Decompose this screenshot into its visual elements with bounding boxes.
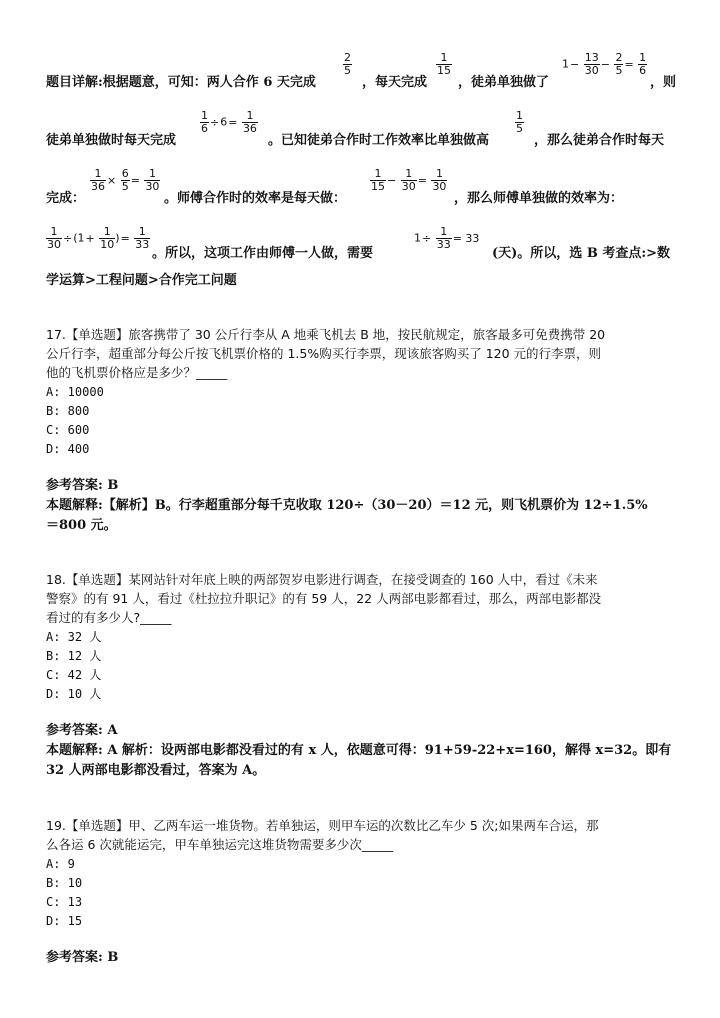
den: 15 xyxy=(371,180,385,193)
text: 学运算>工程问题>合作完工问题 xyxy=(46,273,237,288)
solution-line-2 xyxy=(46,133,176,149)
den: 30 xyxy=(47,238,61,251)
question-stem-line: 19.【单选题】甲、乙两车运一堆货物。若单独运，则甲车运的次数比乙车少 5 次;如果两车合运，那 xyxy=(46,818,599,833)
num: 1 xyxy=(374,167,382,180)
expr-1-15-minus-1-30 xyxy=(370,168,447,193)
text: 。师傅合作时的效率是每天做： xyxy=(164,191,347,206)
solution-line-3b xyxy=(164,191,346,207)
den: 15 xyxy=(437,64,451,77)
explanation-line: 本题解释: A 解析：设两部电影都没看过的有 x 人，依题意可得：91+59-22+x=160，解得 x=32。即有 xyxy=(46,743,672,758)
num: 2 xyxy=(615,51,623,64)
num: 1 xyxy=(94,167,102,180)
text: 徒弟单独做时每天完成 xyxy=(46,133,177,148)
num: 1 xyxy=(516,109,523,122)
den: 30 xyxy=(145,180,160,193)
solution-line-1c xyxy=(458,75,549,91)
t: = xyxy=(130,174,140,187)
expr-1-div-1-33 xyxy=(414,226,480,251)
explanation-line: ＝800 元。 xyxy=(46,518,117,533)
solution-line-2c xyxy=(534,133,664,149)
t: = xyxy=(120,232,130,245)
t: = xyxy=(417,174,427,187)
option-b: B: 800 xyxy=(46,404,90,418)
num: 1 xyxy=(435,167,443,180)
solution-line-3 xyxy=(46,191,85,207)
fraction-1-5 xyxy=(515,110,524,135)
solution-line-4 xyxy=(152,246,373,262)
num: 13 xyxy=(584,51,599,64)
num: 1 xyxy=(201,109,208,122)
num: 1 xyxy=(246,109,254,122)
answer: 参考答案: A xyxy=(46,723,118,738)
den: 33 xyxy=(436,238,451,251)
t: × xyxy=(107,174,117,187)
option-c: C: 600 xyxy=(46,423,90,437)
option-b: B: 12 人 xyxy=(46,649,102,663)
num: 1 xyxy=(639,51,647,64)
text: ，则 xyxy=(650,75,677,90)
den: 30 xyxy=(432,180,447,193)
t: = 33 xyxy=(452,232,480,245)
t: 1 xyxy=(414,231,421,245)
t: ÷ xyxy=(210,116,220,129)
text: 。所以，这项工作由师傅一人做，需要 xyxy=(152,246,374,261)
t: 1 xyxy=(562,57,569,71)
den: 6 xyxy=(639,64,647,77)
t: − xyxy=(570,58,580,71)
solution-line-3c xyxy=(454,191,623,207)
den: 5 xyxy=(615,64,623,77)
text: ，徒弟单独做了 xyxy=(458,75,550,90)
solution-line-1b xyxy=(362,75,427,91)
option-c: C: 42 人 xyxy=(46,668,102,682)
t: = xyxy=(624,58,634,71)
t: 1 xyxy=(77,231,85,245)
text: 。已知徒弟合作时工作效率比单独做高 xyxy=(268,133,490,148)
question-stem-line: 公斤行李，超重部分每公斤按飞机票价格的 1.5%购买行李票，现该旅客购买了 120 元的行李票，则 xyxy=(46,346,602,361)
t: ÷ xyxy=(422,232,432,245)
text: 完成： xyxy=(46,191,86,206)
text: 题目详解:根据题意，可知：两人合作 6 天完成 xyxy=(46,75,316,90)
t: ( xyxy=(73,231,78,245)
den: 36 xyxy=(91,180,105,193)
text: ，每天完成 xyxy=(362,75,428,90)
solution-line-2b xyxy=(268,133,489,149)
expr-1-13-30 xyxy=(562,52,647,77)
den: 10 xyxy=(100,238,115,251)
option-a: A: 10000 xyxy=(46,385,104,399)
t: ÷ xyxy=(63,232,73,245)
num: 1 xyxy=(103,225,111,238)
t: + xyxy=(85,232,95,245)
question-stem-line: 警察》的有 91 人，看过《杜拉拉升职记》的有 59 人，22 人两部电影都看过，那么，两部电影都没 xyxy=(46,591,602,606)
num: 1 xyxy=(405,167,413,180)
option-c: C: 13 xyxy=(46,895,83,909)
option-d: D: 400 xyxy=(46,442,90,456)
answer: 参考答案: B xyxy=(46,478,119,493)
den: 6 xyxy=(201,122,208,135)
num: 1 xyxy=(148,167,156,180)
den: 36 xyxy=(242,122,257,135)
t: − xyxy=(600,58,610,71)
num: 6 xyxy=(121,167,129,180)
num: 1 xyxy=(440,51,448,64)
fraction-2-5 xyxy=(343,52,352,77)
expr-1-30-div xyxy=(46,226,150,251)
t: ) xyxy=(115,231,120,245)
den: 30 xyxy=(584,64,599,77)
num: 1 xyxy=(50,225,58,238)
option-a: A: 9 xyxy=(46,857,75,871)
den: 5 xyxy=(516,122,523,135)
explanation-line: 32 人两部电影都没看过，答案为 A。 xyxy=(46,763,266,778)
fraction-1-15 xyxy=(436,52,452,77)
option-d: D: 10 人 xyxy=(46,687,102,701)
expr-1-36-times-6-5 xyxy=(90,168,160,193)
solution-line-4b xyxy=(492,246,670,262)
num: 1 xyxy=(138,225,146,238)
den: 30 xyxy=(401,180,416,193)
den: 5 xyxy=(344,64,351,77)
question-stem-line: 18.【单选题】某网站针对年底上映的两部贺岁电影进行调查，在接受调查的 160 人中，看过《未来 xyxy=(46,572,598,587)
option-d: D: 15 xyxy=(46,914,83,928)
t: = xyxy=(228,116,238,129)
den: 5 xyxy=(121,180,129,193)
option-a: A: 32 人 xyxy=(46,630,102,644)
t: 6 xyxy=(220,115,228,129)
question-stem-line: 么各运 6 次就能运完，甲车单独运完这堆货物需要多少次_____ xyxy=(46,837,394,852)
solution-line-1d xyxy=(650,75,676,91)
answer: 参考答案: B xyxy=(46,950,119,965)
text: ，那么师傅单独做的效率为： xyxy=(454,191,624,206)
explanation-line: 本题解释:【解析】B。行李超重部分每千克收取 120÷（30－20）＝12 元，则飞机票价为 12÷1.5% xyxy=(46,498,648,513)
text: ，那么徒弟合作时每天 xyxy=(534,133,665,148)
t: − xyxy=(387,174,397,187)
den: 33 xyxy=(135,238,150,251)
question-stem-line: 看过的有多少人?_____ xyxy=(46,610,172,625)
question-stem-line: 17.【单选题】旅客携带了 30 公斤行李从 A 地乘飞机去 B 地，按民航规定，旅客最多可免费携带 20 xyxy=(46,327,606,342)
solution-line-5 xyxy=(46,273,237,289)
expr-1-6-times-6 xyxy=(200,110,258,135)
question-stem-line: 他的飞机票价格应是多少？_____ xyxy=(46,365,228,380)
text: (天)。所以，选 B 考查点:>数 xyxy=(492,246,671,261)
option-b: B: 10 xyxy=(46,876,83,890)
num: 2 xyxy=(344,51,351,64)
num: 1 xyxy=(440,225,448,238)
solution-line-1 xyxy=(46,75,316,91)
